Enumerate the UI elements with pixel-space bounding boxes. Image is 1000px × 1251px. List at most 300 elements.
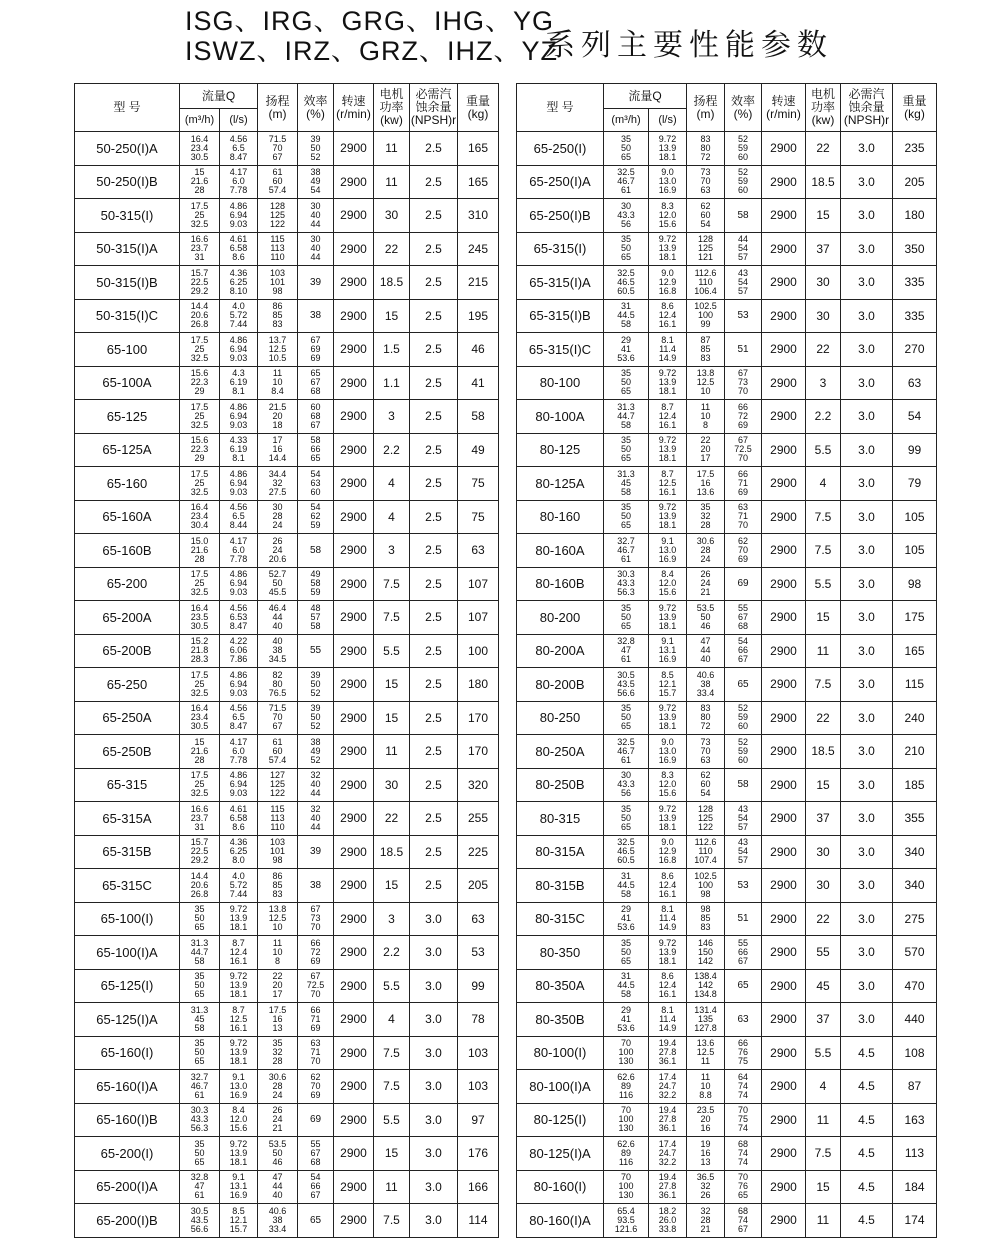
cell-head-value: 16 [700,477,711,488]
cell-model: 50-250(I)A [75,132,180,166]
cell-efficiency-value: 52 [737,703,748,714]
cell-efficiency-value: 67 [310,377,321,388]
cell-head-value: 50 [272,1147,283,1158]
cell-flow-ls-value: 9.03 [229,218,248,229]
cell-efficiency-value: 66 [310,1181,321,1192]
cell-flow-ls-value: 12.1 [658,678,677,689]
cell-head-value: 18 [272,419,283,430]
cell-efficiency [725,500,762,534]
cell-flow-m3h-value: 50 [620,511,631,522]
cell-speed: 2900 [334,835,374,869]
cell-flow-ls-value: 19.4 [658,1172,677,1183]
cell-flow-ls-value: 26.0 [658,1214,677,1225]
cell-speed: 2900 [334,1003,374,1037]
cell-head [258,467,298,501]
cell-flow-m3h [604,1103,649,1137]
cell-head-value: 26 [272,1105,283,1116]
cell-speed: 2900 [334,266,374,300]
cell-flow-m3h [180,936,220,970]
cell-flow-m3h-value: 46.5 [617,276,635,287]
cell-motor-power: 37 [806,232,841,266]
cell-speed: 2900 [762,735,806,769]
cell-model: 80-315B [517,869,604,903]
cell-flow-m3h [180,567,220,601]
cell-npsh: 4.5 [841,1070,893,1104]
cell-flow-m3h-value: 32.5 [190,687,209,698]
cell-head-value: 62 [700,770,711,781]
cell-model: 65-315B [75,835,180,869]
cell-flow-ls [649,1070,687,1104]
cell-flow-m3h-value: 130 [618,1056,634,1067]
table-row [75,500,499,534]
cell-head-value: 57.4 [268,185,287,196]
cell-efficiency-value: 62 [737,535,748,546]
cell-head-value: 46 [700,620,711,631]
cell-flow-ls-value: 13.9 [658,142,677,153]
cell-head-value: 11 [700,1056,711,1067]
cell-model: 65-200B [75,634,180,668]
cell-speed: 2900 [762,802,806,836]
cell-efficiency [725,366,762,400]
cell-npsh: 3.0 [841,1003,893,1037]
cell-flow-m3h-value: 50 [620,243,631,254]
cell-head-value: 61 [272,736,283,747]
cell-flow-m3h-value: 25 [194,343,205,354]
cell-speed: 2900 [762,668,806,702]
table-row [517,534,937,568]
table-row [517,366,937,400]
cell-flow-m3h-value: 50 [620,444,631,455]
cell-npsh: 3.0 [841,400,893,434]
cell-efficiency-value: 66 [737,468,748,479]
cell-flow-ls-value: 12.5 [229,1013,248,1024]
cell-head-value: 83 [700,703,711,714]
cell-efficiency-value: 44 [737,234,748,245]
cell-flow-ls-value: 9.03 [229,419,248,430]
cell-flow-m3h [604,969,649,1003]
cell-flow-ls [220,1170,258,1204]
cell-head-value: 85 [700,913,711,924]
cell-head-value: 16 [700,1123,711,1134]
cell-model: 80-350A [517,969,604,1003]
cell-head [258,1137,298,1171]
cell-efficiency-value: 52 [310,754,321,765]
cell-flow-ls-value: 33.8 [658,1223,677,1234]
cell-efficiency [725,1036,762,1070]
cell-speed: 2900 [334,634,374,668]
cell-head [687,433,725,467]
cell-head-value: 107.4 [694,855,717,866]
cell-efficiency-value: 59 [737,142,748,153]
cell-flow-ls-value: 12.0 [658,209,677,220]
cell-motor-power: 15 [806,199,841,233]
cell-efficiency-value: 59 [310,587,321,598]
cell-motor-power: 15 [806,601,841,635]
cell-flow-ls-value: 6.53 [229,611,248,622]
cell-flow-ls-value: 8.6 [661,870,674,881]
cell-flow-m3h-value: 17.5 [190,334,209,345]
cell-efficiency-value: 69 [310,343,321,354]
cell-head-value: 142 [697,980,714,991]
cell-flow-m3h-value: 25 [194,779,205,790]
cell-flow-m3h-value: 41 [620,1013,631,1024]
cell-weight: 58 [458,400,499,434]
cell-npsh: 4.5 [841,1103,893,1137]
cell-efficiency-value: 69 [310,352,321,363]
cell-efficiency-value: 76 [737,1047,748,1058]
table-row [75,1070,499,1104]
cell-flow-m3h-value: 56.3 [617,587,635,598]
cell-flow-m3h-value: 31 [620,971,631,982]
cell-flow-ls [220,500,258,534]
cell-flow-ls-value: 13.1 [229,1181,248,1192]
cell-head [258,299,298,333]
cell-npsh: 3.0 [841,534,893,568]
cell-flow-ls-value: 12.0 [229,1114,248,1125]
cell-motor-power: 7.5 [374,1204,410,1238]
cell-flow-m3h [180,902,220,936]
cell-flow-ls [220,936,258,970]
cell-head-value: 22 [700,435,711,446]
cell-model: 50-315(I)A [75,232,180,266]
cell-efficiency-value: 62 [310,511,321,522]
cell-efficiency [725,1103,762,1137]
cell-efficiency [298,467,334,501]
cell-head-value: 47 [272,1172,283,1183]
table-row [517,165,937,199]
cell-efficiency-value: 66 [310,1004,321,1015]
cell-speed: 2900 [334,132,374,166]
cell-flow-ls-value: 4.3 [232,368,245,379]
cell-flow-ls [220,701,258,735]
cell-model: 65-315(I) [517,232,604,266]
cell-speed: 2900 [334,1204,374,1238]
cell-flow-ls-value: 8.3 [661,770,674,781]
header-efficiency: 效率 (%) [298,84,334,132]
cell-flow-ls-value: 4.86 [229,334,248,345]
cell-efficiency-value: 74 [737,1123,748,1134]
cell-flow-m3h [180,835,220,869]
cell-motor-power: 7.5 [806,534,841,568]
cell-flow-m3h-value: 61 [194,1190,205,1201]
cell-flow-ls-value: 14.9 [658,922,677,933]
cell-flow-ls [220,433,258,467]
cell-flow-m3h-value: 22.3 [190,377,209,388]
cell-flow-m3h-value: 35 [620,234,631,245]
cell-efficiency [725,1170,762,1204]
cell-flow-ls-value: 12.0 [658,779,677,790]
cell-efficiency-value: 52 [310,687,321,698]
cell-model: 80-200A [517,634,604,668]
cell-head [258,132,298,166]
cell-speed: 2900 [762,1103,806,1137]
cell-head-value: 32 [700,511,711,522]
cell-motor-power: 3 [374,534,410,568]
cell-flow-m3h-value: 30.5 [617,669,635,680]
cell-head-value: 16 [272,444,283,455]
cell-head [258,835,298,869]
table-row [517,266,937,300]
cell-flow-ls-value: 16.9 [229,1089,248,1100]
cell-flow-ls-value: 4.22 [229,636,248,647]
cell-motor-power: 3 [374,902,410,936]
cell-flow-ls [649,266,687,300]
cell-flow-m3h-value: 30 [620,200,631,211]
cell-flow-m3h-value: 35 [620,368,631,379]
cell-flow-ls [649,500,687,534]
cell-flow-ls-value: 6.5 [232,142,245,153]
cell-flow-ls-value: 9.72 [658,368,677,379]
cell-flow-m3h-value: 35 [194,904,205,915]
cell-flow-ls-value: 4.56 [229,133,248,144]
cell-efficiency-value: 58 [310,620,321,631]
cell-flow-m3h-value: 16.6 [190,234,209,245]
cell-flow-m3h [604,467,649,501]
cell-flow-m3h-value: 31.3 [617,401,635,412]
cell-efficiency [725,936,762,970]
cell-head-value: 10 [700,386,711,397]
cell-efficiency-value: 67 [310,419,321,430]
cell-efficiency: 58 [725,199,762,233]
cell-speed: 2900 [334,1170,374,1204]
table-row [517,1070,937,1104]
cell-flow-m3h [604,634,649,668]
header-model: 型 号 [517,84,604,132]
cell-head [258,1170,298,1204]
cell-flow-ls-value: 4.17 [229,736,248,747]
cell-efficiency-value: 71 [737,511,748,522]
cell-flow-m3h-value: 29.2 [190,855,209,866]
cell-flow-ls [649,132,687,166]
cell-head-value: 85 [272,879,283,890]
cell-motor-power: 22 [806,333,841,367]
cell-flow-ls-value: 4.33 [229,435,248,446]
cell-efficiency-value: 38 [310,167,321,178]
cell-efficiency-value: 71 [310,1047,321,1058]
cell-speed: 2900 [762,1036,806,1070]
cell-head-value: 125 [697,243,714,254]
cell-flow-ls-value: 16.1 [658,419,677,430]
cell-efficiency: 38 [298,869,334,903]
cell-speed: 2900 [762,1204,806,1238]
cell-npsh: 2.5 [410,266,458,300]
cell-flow-m3h [604,735,649,769]
cell-flow-m3h [180,433,220,467]
cell-model: 50-250(I)B [75,165,180,199]
cell-model: 65-200A [75,601,180,635]
table-row [517,735,937,769]
cell-weight: 115 [893,668,937,702]
cell-speed: 2900 [762,333,806,367]
cell-head-value: 128 [697,803,714,814]
cell-head-value: 32 [272,477,283,488]
cell-flow-m3h-value: 22.5 [190,846,209,857]
cell-model: 80-250A [517,735,604,769]
cell-flow-ls-value: 13.0 [658,745,677,756]
cell-flow-m3h-value: 17.5 [190,669,209,680]
cell-flow-ls [649,1204,687,1238]
cell-model: 65-160A [75,500,180,534]
cell-weight: 114 [458,1204,499,1238]
cell-motor-power: 22 [374,802,410,836]
cell-npsh: 3.0 [841,266,893,300]
cell-flow-ls-value: 12.4 [658,980,677,991]
cell-flow-m3h [604,1170,649,1204]
cell-flow-ls-value: 8.0 [232,855,245,866]
cell-head [687,869,725,903]
cell-head-value: 125 [697,812,714,823]
cell-model: 65-200 [75,567,180,601]
cell-motor-power: 4 [374,1003,410,1037]
cell-flow-m3h-value: 50 [194,913,205,924]
cell-flow-ls-value: 11.4 [659,913,676,924]
table-row [517,567,937,601]
table-row [517,1103,937,1137]
cell-efficiency [725,266,762,300]
cell-flow-ls-value: 16.1 [658,888,677,899]
cell-motor-power: 15 [374,869,410,903]
cell-efficiency-value: 60 [737,185,748,196]
cell-head-value: 86 [272,870,283,881]
cell-flow-m3h-value: 47 [620,645,631,656]
cell-flow-m3h-value: 15.6 [190,368,209,379]
cell-head [687,902,725,936]
cell-flow-ls-value: 12.4 [229,946,248,957]
cell-head-value: 70 [272,142,283,153]
cell-head-value: 106.4 [694,285,717,296]
cell-efficiency-value: 55 [737,602,748,613]
cell-head-value: 83 [272,319,283,330]
cell-flow-ls-value: 19.4 [658,1105,677,1116]
cell-head [687,567,725,601]
cell-flow-ls [649,768,687,802]
cell-flow-m3h [180,165,220,199]
cell-npsh: 2.5 [410,768,458,802]
cell-efficiency-value: 75 [737,1114,748,1125]
cell-flow-m3h-value: 50 [620,611,631,622]
cell-efficiency-value: 67 [737,1223,748,1234]
table-row [75,266,499,300]
cell-efficiency [725,1070,762,1104]
cell-efficiency-value: 66 [737,401,748,412]
title-series-line-1: ISG、IRG、GRG、IHG、YG [185,6,555,36]
cell-flow-ls [649,835,687,869]
cell-model: 80-100(I)A [517,1070,604,1104]
cell-model: 65-315A [75,802,180,836]
cell-flow-ls-value: 13.9 [658,511,677,522]
table-row [75,902,499,936]
cell-flow-m3h-value: 50 [620,812,631,823]
cell-efficiency-value: 52 [737,736,748,747]
cell-head-value: 112.6 [694,837,717,848]
cell-flow-ls-value: 6.94 [229,578,248,589]
cell-flow-ls-value: 4.86 [229,669,248,680]
cell-flow-m3h-value: 28 [194,185,205,196]
cell-flow-m3h-value: 32.7 [617,535,635,546]
cell-flow-m3h [180,400,220,434]
cell-flow-m3h-value: 43.5 [190,1214,209,1225]
cell-head-value: 14.4 [268,453,287,464]
cell-head-value: 44 [272,1181,283,1192]
cell-head-value: 27.5 [268,486,287,497]
cell-head [258,768,298,802]
cell-weight: 470 [893,969,937,1003]
cell-flow-ls [220,1137,258,1171]
cell-speed: 2900 [762,266,806,300]
cell-efficiency-value: 52 [310,721,321,732]
cell-flow-ls-value: 9.72 [658,937,677,948]
cell-flow-m3h [180,634,220,668]
cell-model: 65-315C [75,869,180,903]
cell-flow-m3h [604,534,649,568]
cell-head-value: 47 [700,636,711,647]
cell-flow-ls-value: 9.1 [232,1071,245,1082]
cell-npsh: 2.5 [410,299,458,333]
cell-flow-ls [649,902,687,936]
cell-flow-m3h [180,266,220,300]
cell-flow-ls [649,936,687,970]
cell-flow-ls-value: 13.9 [658,611,677,622]
cell-head-value: 28 [700,1214,711,1225]
cell-npsh: 3.0 [841,768,893,802]
table-row [517,132,937,166]
cell-motor-power: 11 [374,1170,410,1204]
cell-flow-m3h-value: 21.6 [190,745,209,756]
cell-head-value: 102.5 [694,870,717,881]
header-npsh: 必需汽 蚀余量 (NPSH)r [841,84,893,132]
cell-head-value: 32 [700,1205,711,1216]
table-row [75,132,499,166]
cell-speed: 2900 [334,199,374,233]
cell-weight: 165 [458,165,499,199]
cell-head [258,936,298,970]
cell-flow-ls-value: 12.1 [229,1214,248,1225]
cell-flow-ls-value: 24.7 [658,1147,677,1158]
cell-flow-ls [649,802,687,836]
cell-flow-ls [649,1003,687,1037]
cell-npsh: 3.0 [841,132,893,166]
cell-efficiency-value: 74 [737,1156,748,1167]
cell-head-value: 150 [697,946,714,957]
cell-npsh: 3.0 [841,199,893,233]
cell-head-value: 8 [702,419,708,430]
cell-efficiency-value: 44 [310,218,321,229]
cell-efficiency-value: 73 [737,377,748,388]
cell-head [687,835,725,869]
cell-speed: 2900 [334,735,374,769]
cell-head-value: 50 [272,578,283,589]
cell-efficiency-value: 49 [310,569,321,580]
cell-flow-ls-value: 8.1 [661,334,674,345]
cell-flow-ls-value: 32.2 [658,1156,677,1167]
cell-efficiency [298,601,334,635]
cell-flow-m3h-value: 32.8 [190,1172,209,1183]
cell-npsh: 3.0 [841,701,893,735]
cell-npsh: 2.5 [410,433,458,467]
cell-motor-power: 5.5 [374,634,410,668]
cell-speed: 2900 [762,567,806,601]
cell-flow-ls-value: 18.1 [658,821,677,832]
cell-flow-ls-value: 6.58 [229,243,248,254]
cell-flow-ls [649,232,687,266]
cell-flow-ls-value: 8.6 [661,301,674,312]
cell-efficiency [298,735,334,769]
cell-efficiency: 55 [298,634,334,668]
cell-efficiency: 58 [298,534,334,568]
cell-npsh: 3.0 [841,869,893,903]
cell-efficiency-value: 75 [737,1056,748,1067]
cell-efficiency-value: 55 [310,1138,321,1149]
